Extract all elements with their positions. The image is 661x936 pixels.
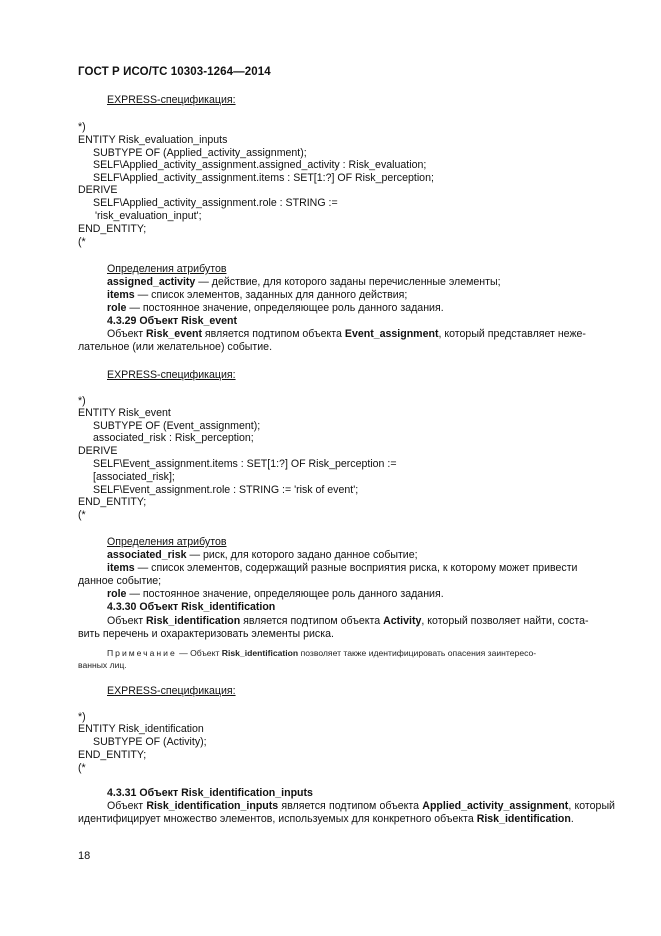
code-line: SELF\Applied_activity_assignment.assigned_activity : Risk_evaluation; bbox=[93, 159, 427, 171]
attr-definition bbox=[107, 549, 418, 562]
attr-definitions-label: Определения атрибутов bbox=[107, 263, 227, 275]
entity-line: ENTITY Risk_identification bbox=[78, 723, 204, 735]
text-run: Объект bbox=[107, 800, 147, 812]
term: Risk_identification bbox=[221, 648, 299, 658]
text-run: который идентифицирует множество элементов, используемых для конкретного объекта bbox=[78, 800, 615, 825]
comment-open: *) bbox=[78, 121, 86, 133]
document-header: ГОСТ Р ИСО/ТС 10303-1264—2014 bbox=[78, 66, 271, 78]
section-heading: 4.3.30 Объект Risk_identification bbox=[107, 601, 276, 613]
attr-definition bbox=[107, 276, 501, 289]
attr-term: items bbox=[107, 289, 135, 301]
express-spec-label: EXPRESS-спецификация: bbox=[107, 94, 236, 106]
term: Activity bbox=[383, 615, 422, 627]
attr-text: — постоянное значение, определяющее роль данного задания. bbox=[126, 588, 444, 600]
attr-definition bbox=[107, 289, 407, 302]
code-line: [associated_risk]; bbox=[93, 471, 175, 483]
attr-definition-cont: данное событие; bbox=[78, 575, 162, 587]
text-run: . bbox=[570, 813, 574, 825]
entity-line: ENTITY Risk_evaluation_inputs bbox=[78, 134, 228, 146]
note-line bbox=[107, 647, 536, 659]
attr-term: items bbox=[107, 562, 135, 574]
attr-definition bbox=[107, 588, 444, 601]
note-line: ванных лиц. bbox=[78, 660, 127, 670]
text-run: является подтипом объекта bbox=[201, 328, 345, 340]
paragraph-line: лательное (или желательное) событие. bbox=[78, 341, 273, 353]
paragraph-line bbox=[107, 328, 586, 341]
text-run: Объект bbox=[107, 615, 147, 627]
code-line: SELF\Applied_activity_assignment.role : STRING := bbox=[93, 197, 338, 209]
comment-open: *) bbox=[78, 711, 86, 723]
note-label: Примечание bbox=[107, 648, 177, 658]
text-run: — Объект bbox=[176, 648, 222, 658]
subtype-line: SUBTYPE OF (Event_assignment); bbox=[93, 420, 261, 432]
code-line: SELF\Event_assignment.role : STRING := 'risk of event'; bbox=[93, 484, 359, 496]
attr-text: — список элементов, содержащий разные восприятия риска, к которому может привести bbox=[134, 562, 578, 574]
term: Risk_event bbox=[146, 328, 202, 340]
text-run: Объект bbox=[107, 328, 147, 340]
text-run: является подтипом объекта bbox=[278, 800, 423, 812]
attr-term: role bbox=[107, 588, 127, 600]
paragraph-line: вить перечень и охарактеризовать элементы риска. bbox=[78, 628, 334, 640]
section-heading: 4.3.31 Объект Risk_identification_inputs bbox=[107, 787, 313, 799]
text-run: , который позволяет найти, соста- bbox=[421, 615, 589, 627]
attr-text: — постоянное значение, определяющее роль данного задания. bbox=[126, 302, 444, 314]
express-spec-label: EXPRESS-спецификация: bbox=[107, 685, 236, 697]
paragraph bbox=[78, 800, 615, 826]
attr-definition bbox=[107, 562, 577, 575]
derive-line: DERIVE bbox=[78, 184, 118, 196]
end-entity-line: END_ENTITY; bbox=[78, 749, 147, 761]
paragraph-line bbox=[107, 615, 589, 628]
subtype-line: SUBTYPE OF (Activity); bbox=[93, 736, 207, 748]
page-number: 18 bbox=[78, 850, 91, 862]
attr-definition bbox=[107, 302, 444, 315]
code-line: SELF\Applied_activity_assignment.items : SET[1:?] OF Risk_perception; bbox=[93, 172, 434, 184]
attr-text: — список элементов, заданных для данного действия; bbox=[134, 289, 408, 301]
comment-close: (* bbox=[78, 762, 86, 774]
end-entity-line: END_ENTITY; bbox=[78, 223, 147, 235]
term: Applied_activity_assignment bbox=[422, 800, 569, 812]
attr-term: role bbox=[107, 302, 127, 314]
end-entity-line: END_ENTITY; bbox=[78, 496, 147, 508]
text-run: позволяет также идентифицировать опасения заинтересо- bbox=[298, 648, 537, 658]
attr-term: associated_risk bbox=[107, 549, 187, 561]
comment-open: *) bbox=[78, 395, 86, 407]
term: Event_assignment bbox=[344, 328, 439, 340]
term: Risk_identification_inputs bbox=[146, 800, 279, 812]
entity-line: ENTITY Risk_event bbox=[78, 407, 171, 419]
attr-definitions-label: Определения атрибутов bbox=[107, 536, 227, 548]
express-spec-label: EXPRESS-спецификация: bbox=[107, 369, 236, 381]
subtype-line: SUBTYPE OF (Applied_activity_assignment); bbox=[93, 147, 307, 159]
code-line: associated_risk : Risk_perception; bbox=[93, 432, 254, 444]
code-line: SELF\Event_assignment.items : SET[1:?] OF Risk_perception := bbox=[93, 458, 397, 470]
text-run: является подтипом объекта bbox=[240, 615, 384, 627]
comment-close: (* bbox=[78, 236, 86, 248]
term: Risk_identification bbox=[476, 813, 571, 825]
attr-text: — риск, для которого задано данное событие; bbox=[186, 549, 418, 561]
text-run: , bbox=[568, 800, 572, 812]
section-heading: 4.3.29 Объект Risk_event bbox=[107, 315, 238, 327]
text-run: , который представляет неже- bbox=[438, 328, 586, 340]
comment-close: (* bbox=[78, 509, 86, 521]
code-line: 'risk_evaluation_input'; bbox=[95, 210, 202, 222]
attr-text: — действие, для которого заданы перечисленные элементы; bbox=[195, 276, 501, 288]
derive-line: DERIVE bbox=[78, 445, 118, 457]
attr-term: assigned_activity bbox=[107, 276, 196, 288]
term: Risk_identification bbox=[146, 615, 241, 627]
